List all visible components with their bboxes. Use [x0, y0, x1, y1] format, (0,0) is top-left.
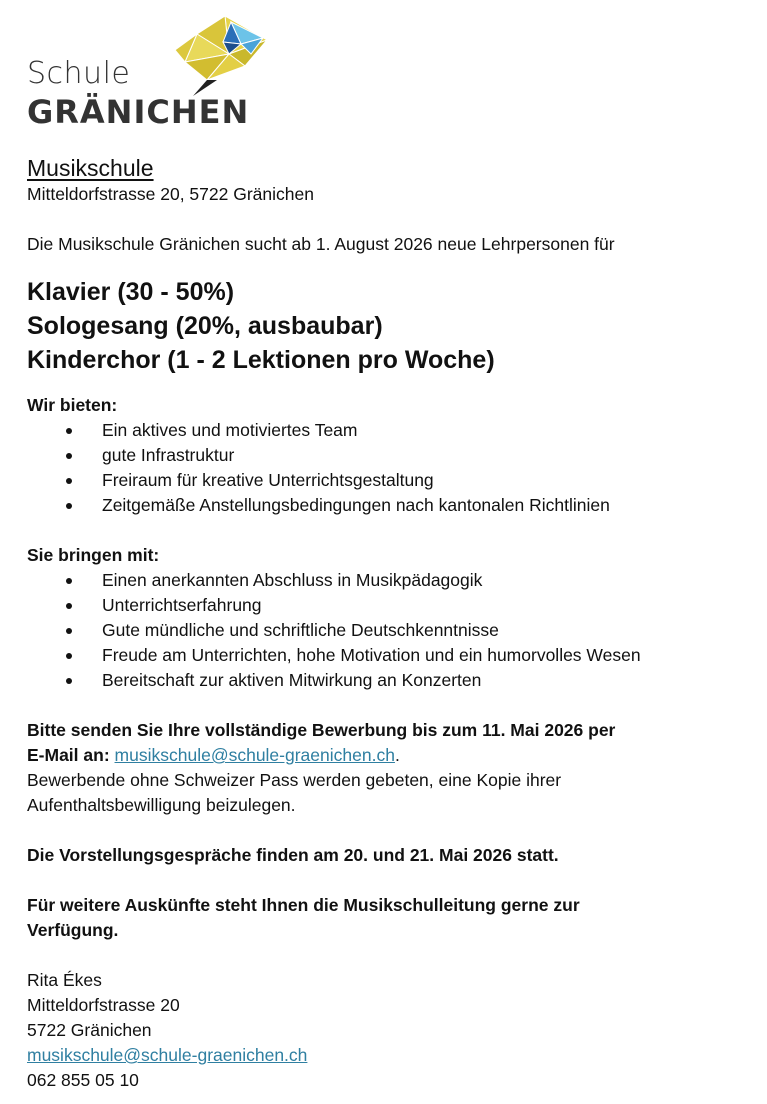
application-line1: Bitte senden Sie Ihre vollständige Bewerbung bis zum 11. Mai 2026 per: [27, 720, 616, 740]
page-title: Musikschule: [27, 155, 154, 181]
list-item: Freiraum für kreative Unterrichtsgestaltung: [27, 468, 757, 493]
logo-diamond-icon: [167, 14, 267, 96]
contact-email-link[interactable]: musikschule@schule-graenichen.ch: [27, 1045, 308, 1065]
list-item: Gute mündliche und schriftliche Deutschkenntnisse: [27, 618, 757, 643]
job-posting: [27, 154, 757, 1093]
requirements-heading: Sie bringen mit:: [27, 545, 160, 565]
application-email-link[interactable]: musikschule@schule-graenichen.ch: [114, 745, 395, 765]
application-email-prefix: E-Mail an:: [27, 745, 110, 765]
contact-email-line: [27, 1043, 757, 1068]
contact-city: 5722 Gränichen: [27, 1020, 152, 1040]
contact-street: Mitteldorfstrasse 20: [27, 995, 180, 1015]
list-item: Bereitschaft zur aktiven Mitwirkung an Konzerten: [27, 668, 757, 693]
application-line2: [27, 743, 757, 768]
position-sologesang: Sologesang (20%, ausbaubar): [27, 312, 383, 340]
info-line2: Verfügung.: [27, 920, 119, 940]
list-item: Unterrichtserfahrung: [27, 593, 757, 618]
contact-name: Rita Ékes: [27, 970, 102, 990]
header-address: Mitteldorfstrasse 20, 5722 Gränichen: [27, 184, 314, 204]
application-note-line2: Aufenthaltsbewilligung beizulegen.: [27, 795, 296, 815]
position-kinderchor: Kinderchor (1 - 2 Lektionen pro Woche): [27, 346, 495, 374]
list-item: Zeitgemäße Anstellungsbedingungen nach kantonalen Richtlinien: [27, 493, 757, 518]
offer-list: [27, 418, 757, 518]
interviews-text: Die Vorstellungsgespräche finden am 20. und 21. Mai 2026 statt.: [27, 845, 559, 865]
application-period: .: [394, 745, 400, 765]
application-note-line1: Bewerbende ohne Schweizer Pass werden gebeten, eine Kopie ihrer: [27, 770, 562, 790]
logo-text-schule: Schule: [27, 56, 131, 91]
position-klavier: Klavier (30 - 50%): [27, 278, 235, 306]
list-item: gute Infrastruktur: [27, 443, 757, 468]
logo-text-graenichen: GRÄNICHEN: [27, 93, 250, 131]
info-line1: Für weitere Auskünfte steht Ihnen die Musikschulleitung gerne zur: [27, 895, 580, 915]
list-item: Ein aktives und motiviertes Team: [27, 418, 757, 443]
offer-heading: Wir bieten:: [27, 395, 118, 415]
intro-text: Die Musikschule Gränichen sucht ab 1. August 2026 neue Lehrpersonen für: [27, 234, 615, 254]
contact-phone: 062 855 05 10: [27, 1070, 139, 1090]
requirements-list: [27, 568, 757, 693]
list-item: Freude am Unterrichten, hohe Motivation und ein humorvolles Wesen: [27, 643, 757, 668]
school-logo: [27, 14, 267, 132]
list-item: Einen anerkannten Abschluss in Musikpädagogik: [27, 568, 757, 593]
